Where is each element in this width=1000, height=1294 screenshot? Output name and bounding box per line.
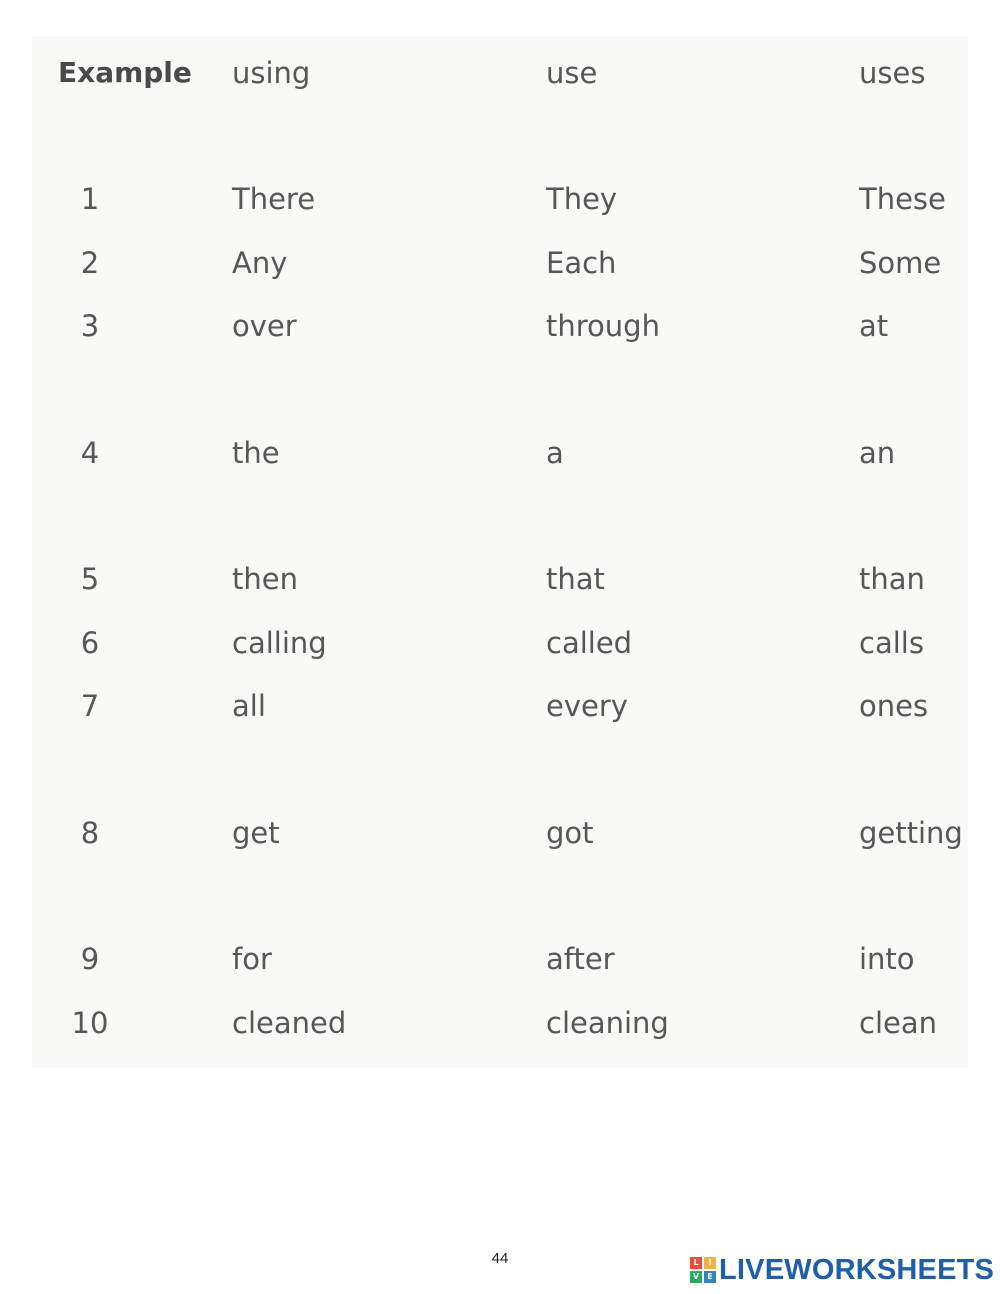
answer-option[interactable]: after bbox=[546, 942, 615, 976]
answer-option[interactable]: cleaned bbox=[232, 1006, 347, 1040]
answer-option[interactable]: for bbox=[232, 942, 272, 976]
answer-option[interactable]: There bbox=[232, 182, 316, 216]
worksheet-scan bbox=[32, 36, 968, 1068]
question-row bbox=[32, 618, 968, 668]
answer-option[interactable]: at bbox=[859, 309, 889, 343]
answer-option[interactable]: into bbox=[859, 942, 915, 976]
question-number: 9 bbox=[80, 942, 100, 976]
answer-option[interactable]: a bbox=[546, 436, 564, 470]
question-row bbox=[32, 681, 968, 731]
answer-option[interactable]: These bbox=[859, 182, 946, 216]
page-number: 44 bbox=[491, 1250, 509, 1267]
answer-option[interactable]: the bbox=[232, 436, 280, 470]
answer-option[interactable]: clean bbox=[859, 1006, 937, 1040]
question-row bbox=[32, 934, 968, 984]
logo-tile: E bbox=[704, 1271, 716, 1283]
example-row bbox=[32, 48, 968, 98]
answer-option[interactable]: called bbox=[546, 626, 633, 660]
question-row bbox=[32, 238, 968, 288]
answer-option[interactable]: Each bbox=[546, 246, 617, 280]
answer-option[interactable]: an bbox=[859, 436, 896, 470]
question-row bbox=[32, 428, 968, 478]
question-number: 3 bbox=[80, 309, 100, 343]
answer-option[interactable]: every bbox=[546, 689, 628, 723]
answer-option[interactable]: Some bbox=[859, 246, 942, 280]
answer-option[interactable]: got bbox=[546, 816, 594, 850]
question-number: 5 bbox=[80, 562, 100, 596]
question-row bbox=[32, 301, 968, 351]
answer-option[interactable]: then bbox=[232, 562, 298, 596]
logo-tile: I bbox=[704, 1257, 716, 1269]
question-number: 10 bbox=[71, 1006, 109, 1040]
example-option-1: using bbox=[232, 56, 311, 90]
answer-option[interactable]: through bbox=[546, 309, 660, 343]
question-row bbox=[32, 998, 968, 1048]
example-option-2: use bbox=[546, 56, 598, 90]
answer-option[interactable]: Any bbox=[232, 246, 288, 280]
answer-option[interactable]: all bbox=[232, 689, 266, 723]
liveworksheets-brand[interactable] bbox=[690, 1254, 994, 1286]
liveworksheets-logo-icon bbox=[690, 1257, 716, 1283]
logo-tile: V bbox=[690, 1271, 702, 1283]
question-row bbox=[32, 174, 968, 224]
example-label: Example bbox=[58, 56, 192, 89]
answer-option[interactable]: than bbox=[859, 562, 925, 596]
question-number: 6 bbox=[80, 626, 100, 660]
question-number: 4 bbox=[80, 436, 100, 470]
question-number: 8 bbox=[80, 816, 100, 850]
answer-option[interactable]: get bbox=[232, 816, 280, 850]
answer-option[interactable]: calling bbox=[232, 626, 327, 660]
answer-option[interactable]: They bbox=[546, 182, 618, 216]
question-number: 1 bbox=[80, 182, 100, 216]
answer-option[interactable]: over bbox=[232, 309, 297, 343]
answer-option[interactable]: cleaning bbox=[546, 1006, 669, 1040]
answer-option[interactable]: that bbox=[546, 562, 605, 596]
question-number: 2 bbox=[80, 246, 100, 280]
question-row bbox=[32, 808, 968, 858]
answer-option[interactable]: getting bbox=[859, 816, 963, 850]
question-number: 7 bbox=[80, 689, 100, 723]
brand-name: LIVEWORKSHEETS bbox=[719, 1253, 995, 1286]
example-option-3: uses bbox=[859, 56, 926, 90]
answer-option[interactable]: calls bbox=[859, 626, 924, 660]
answer-option[interactable]: ones bbox=[859, 689, 929, 723]
logo-tile: L bbox=[690, 1257, 702, 1269]
question-row bbox=[32, 554, 968, 604]
